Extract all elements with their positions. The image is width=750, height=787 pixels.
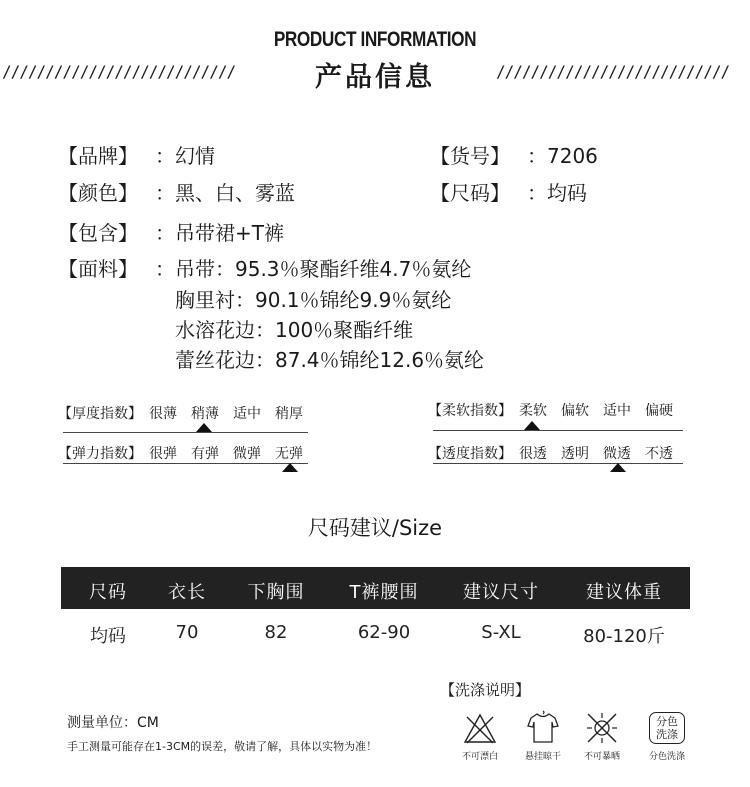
scale-option: 微弹: [233, 446, 261, 462]
fabric-line: ：吊带：95.3％聚酯纤维4.7％氨纶: [155, 257, 472, 281]
table-header-cell: T裤腰围: [349, 582, 419, 603]
scale-option: 偏硬: [645, 403, 673, 419]
softness-scale: [428, 397, 688, 437]
washing-label: 悬挂晾干: [524, 752, 562, 762]
scale-option: 适中: [233, 406, 261, 422]
scale-option: 稍厚: [275, 406, 303, 422]
english-title: PRODUCT INFORMATION: [273, 28, 477, 51]
size-value: ：均码: [527, 181, 587, 205]
scale-marker-icon: [610, 463, 626, 472]
hang-dry-icon: [525, 710, 561, 746]
scale-line: [433, 430, 683, 431]
table-cell: S-XL: [481, 622, 521, 643]
washing-label: 不可漂白: [461, 752, 499, 762]
transparency-scale: [428, 440, 688, 480]
scale-label: 【厚度指数】: [58, 406, 142, 422]
no-bleach-icon: [462, 712, 498, 746]
scale-option: 柔软: [519, 403, 547, 419]
scale-option: 微透: [603, 446, 631, 462]
table-header-cell: 衣长: [168, 582, 206, 603]
scale-option: 稍薄: [191, 406, 219, 422]
size-label: 【尺码】: [430, 181, 510, 205]
scale-marker-icon: [524, 421, 540, 430]
chinese-title: 产品信息: [315, 62, 435, 93]
table-header-cell: 尺码: [89, 582, 127, 603]
washing-label: 分色洗涤: [648, 752, 686, 762]
item-number-label: 【货号】: [430, 144, 510, 168]
table-header-cell: 建议体重: [586, 582, 662, 603]
scale-marker-icon: [196, 423, 212, 432]
includes-value: ：吊带裙+T裤: [155, 221, 284, 245]
brand-value: ：幻情: [155, 144, 215, 168]
scale-label: 【透度指数】: [428, 446, 512, 462]
scale-label: 【弹力指数】: [58, 446, 142, 462]
table-cell: 82: [264, 622, 288, 643]
scale-option: 有弹: [191, 446, 219, 462]
fabric-label: 【面料】: [58, 257, 138, 281]
scale-option: 很弹: [149, 446, 177, 462]
elasticity-scale: [58, 440, 313, 480]
color-value: ：黑、白、雾蓝: [155, 181, 295, 205]
table-header-cell: 下胸围: [247, 582, 305, 603]
thickness-scale: [58, 400, 313, 440]
table-header-cell: 建议尺寸: [463, 582, 539, 603]
measurement-unit: 测量单位：CM: [67, 715, 159, 731]
scale-option: 很薄: [149, 406, 177, 422]
color-label: 【颜色】: [58, 181, 138, 205]
scale-line: [433, 463, 683, 464]
separate-colors-icon: [649, 712, 685, 744]
right-slash-decoration: ///////////////////////////: [496, 62, 730, 81]
icon-text: 分色 洗涤: [656, 715, 678, 741]
scale-label: 【柔软指数】: [428, 403, 512, 419]
scale-option: 适中: [603, 403, 631, 419]
scale-option: 不透: [645, 446, 673, 462]
measurement-disclaimer: 手工测量可能存在1-3CM的误差，敬请了解，具体以实物为准！: [67, 740, 378, 753]
table-cell: 均码: [90, 626, 126, 647]
item-number-value: ：7206: [527, 144, 598, 168]
scale-option: 偏软: [561, 403, 589, 419]
scale-line: [63, 463, 308, 464]
washing-label: 不可暴晒: [583, 752, 621, 762]
fabric-line: 水溶花边：100％聚酯纤维: [175, 318, 414, 342]
scale-line: [63, 432, 308, 433]
scale-option: 透明: [561, 446, 589, 462]
no-sun-dry-icon: [584, 710, 620, 746]
brand-label: 【品牌】: [58, 144, 138, 168]
size-heading: 尺码建议/Size: [307, 516, 443, 540]
scale-marker-icon: [282, 463, 298, 472]
includes-label: 【包含】: [58, 221, 138, 245]
washing-title: 【洗涤说明】: [440, 681, 531, 699]
left-slash-decoration: ///////////////////////////: [2, 62, 236, 81]
fabric-line: 胸里衬：90.1％锦纶9.9％氨纶: [175, 288, 452, 312]
table-cell: 70: [175, 622, 199, 643]
fabric-line: 蕾丝花边：87.4％锦纶12.6％氨纶: [175, 348, 485, 372]
scale-option: 很透: [519, 446, 547, 462]
table-cell: 62-90: [357, 622, 411, 643]
scale-option: 无弹: [275, 446, 303, 462]
table-cell: 80-120斤: [583, 626, 665, 647]
